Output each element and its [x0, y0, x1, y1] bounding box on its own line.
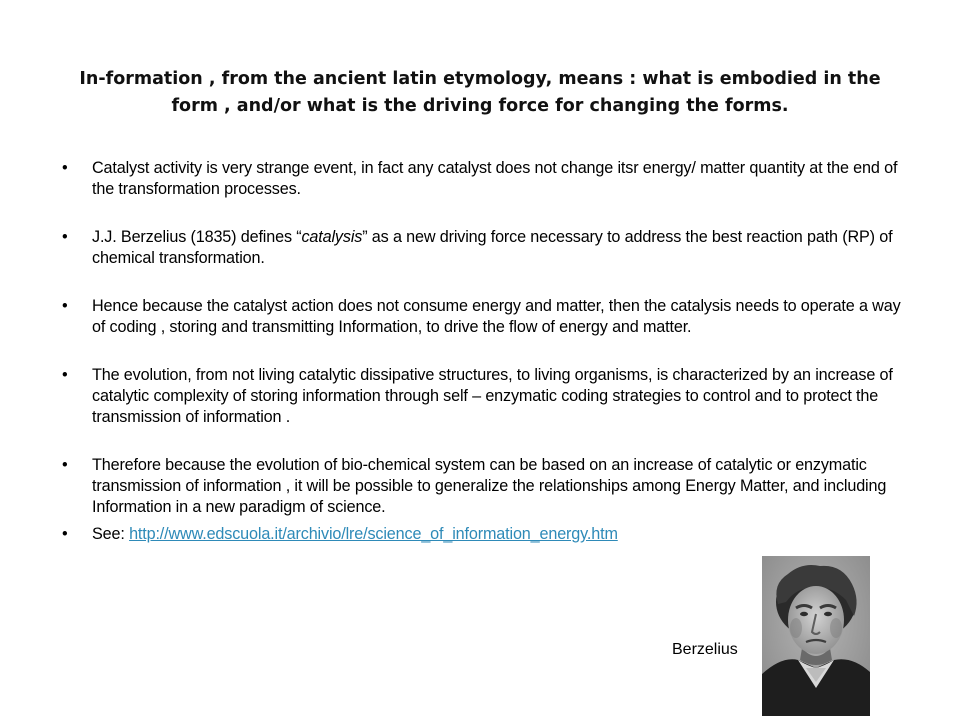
bullet-text: Therefore because the evolution of bio-chemical system can be based on an increase of catalytic or enzymatic transmission of information , it will be possible to generalize the relationships among Energy Matter, and including Information in a new paradigm of science. — [92, 456, 887, 516]
bullet-dot: • — [62, 159, 68, 177]
bullet-item — [62, 227, 902, 269]
bullet-list — [62, 158, 902, 545]
bullet-text-pre: J.J. Berzelius (1835) defines “ — [92, 228, 302, 246]
bullet-dot: • — [62, 366, 68, 384]
reference-link[interactable]: http://www.edscuola.it/archivio/lre/science_of_information_energy.htm — [129, 525, 618, 543]
see-label: See: — [92, 525, 130, 543]
bullet-text: Catalyst activity is very strange event, in fact any catalyst does not change itsr energy/ matter quantity at the end of the transformation processes. — [92, 159, 898, 198]
bullet-item — [62, 296, 902, 338]
bullet-item — [62, 158, 902, 200]
bullet-text: Hence because the catalyst action does not consume energy and matter, then the catalysis needs to operate a way of coding , storing and transmitting Information, to drive the flow of energy and matter. — [92, 297, 901, 336]
bullet-item — [62, 365, 902, 428]
bullet-dot: • — [62, 297, 68, 315]
bullet-text-post: ” as a new driving force necessary to address the best reaction path (RP) of chemical transformation. — [92, 228, 893, 267]
bullet-dot: • — [62, 456, 68, 474]
portrait-caption: Berzelius — [672, 641, 738, 658]
bullet-dot: • — [62, 525, 68, 543]
bullet-text: The evolution, from not living catalytic dissipative structures, to living organisms, is characterized by an increase of catalytic complexity of storing information through self – enzymatic coding strategies to control and to protect the transmission of information . — [92, 366, 893, 426]
bullet-item — [62, 524, 902, 545]
bullet-text-emphasis: catalysis — [301, 228, 363, 246]
bullet-dot: • — [62, 228, 68, 246]
bullet-item — [62, 455, 902, 518]
slide-title: In-formation , from the ancient latin etymology, means : what is embodied in the form , and/or what is the driving force for changing the forms. — [79, 69, 881, 116]
berzelius-portrait — [762, 556, 870, 716]
